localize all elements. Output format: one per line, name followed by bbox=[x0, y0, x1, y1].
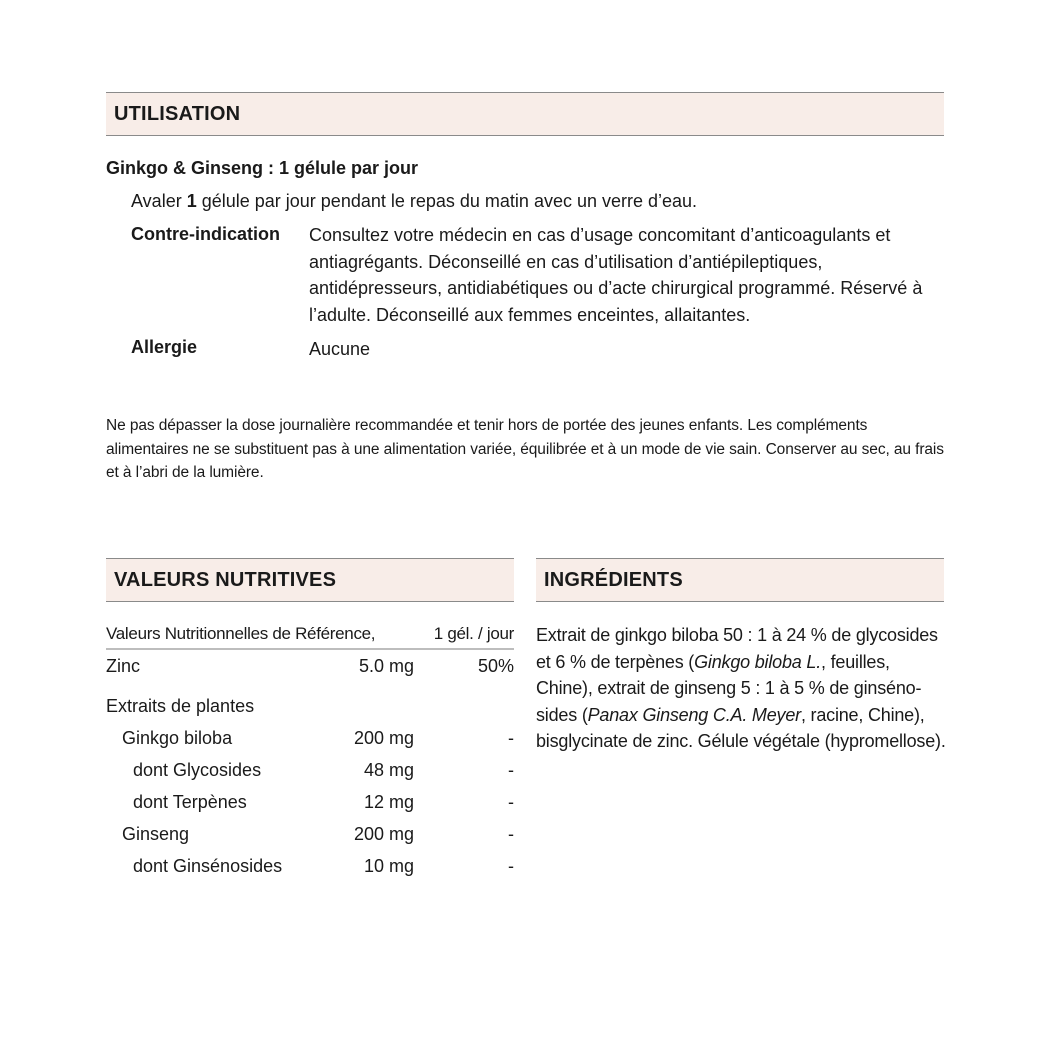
nutrition-table-header bbox=[106, 622, 514, 650]
nutrient-percent: 50% bbox=[477, 656, 514, 676]
per-day-column-header: 1 gél. / jour bbox=[433, 624, 514, 643]
nutrient-name: Zinc bbox=[106, 656, 141, 676]
nutrient-percent: - bbox=[508, 792, 514, 812]
nutrient-percent: - bbox=[508, 824, 514, 844]
table-row bbox=[106, 792, 514, 820]
nutrition-title: VALEURS NUTRITIVES bbox=[114, 568, 337, 591]
table-row bbox=[106, 696, 514, 724]
nutrient-group-name: Extraits de plantes bbox=[106, 696, 255, 716]
dosage-text-end: gélule par jour pendant le repas du matin avec un verre d’eau. bbox=[196, 191, 698, 211]
contraindication-label: Contre-indication bbox=[131, 224, 280, 244]
safety-warning: Ne pas dépasser la dose journalière recommandée et tenir hors de portée des jeunes enfants. Les compléments alimentaires ne se substituent pas à une alimentation variée, équilibrée et à un mode de vie sain. Conserver au sec, au frais et à l’abri de la lumière. bbox=[106, 417, 944, 481]
nutrient-amount: 48 mg bbox=[363, 760, 414, 780]
nutrient-amount: 10 mg bbox=[363, 856, 414, 876]
nutrient-name: dont Terpènes bbox=[133, 792, 247, 812]
nutrient-percent: - bbox=[508, 856, 514, 876]
nutrient-percent: - bbox=[508, 760, 514, 780]
nutrient-amount: 5.0 mg bbox=[358, 656, 414, 676]
contraindication-text: Consultez votre médecin en cas d’usage concomitant d’anticoagulants et antiagrégants. Déconseillé en cas d’utilisation d’antiépileptiques, antidépresseurs, antidiabétiques ou d’acte chirurgical programmé. Réservé à l’adulte. Déconseillé aux femmes enceintes, allaitantes. bbox=[309, 225, 923, 325]
ingredients-text bbox=[536, 622, 946, 755]
latin-name-ginseng: Panax Ginseng C.A. Meyer bbox=[587, 704, 801, 725]
dosage-count: 1 bbox=[186, 191, 197, 211]
allergy-label: Allergie bbox=[131, 337, 198, 357]
table-row bbox=[106, 656, 514, 684]
ingredients-text-part: Extrait de ginkgo biloba 50 : 1 à 24 % de glycosides et 6 % de terpènes ( bbox=[536, 625, 938, 672]
ingredients-title: INGRÉDIENTS bbox=[544, 568, 683, 591]
nutrition-header bbox=[106, 558, 514, 602]
latin-name-ginkgo: Ginkgo biloba L. bbox=[694, 651, 821, 672]
nutrient-amount: 12 mg bbox=[363, 792, 414, 812]
nutrient-amount: 200 mg bbox=[353, 728, 414, 748]
ingredients-text-part: , racine, Chine), bisglycinate de zinc. Gélule végétale (hypromellose). bbox=[536, 704, 946, 751]
table-row bbox=[106, 856, 514, 884]
dosage-text-start: Avaler bbox=[131, 191, 187, 211]
nutrient-name: dont Ginsénosides bbox=[133, 856, 283, 876]
reference-column-header: Valeurs Nutritionnelles de Référence, bbox=[106, 624, 376, 643]
table-row bbox=[106, 728, 514, 756]
table-row bbox=[106, 824, 514, 852]
utilisation-header bbox=[106, 92, 944, 136]
ingredients-text-part: , feuilles, Chine), extrait de ginseng 5 : 1 à 5 % de ginsénosides ( bbox=[536, 651, 922, 725]
nutrient-name: Ginkgo biloba bbox=[122, 728, 233, 748]
ingredients-header bbox=[536, 558, 944, 602]
allergy-value: Aucune bbox=[309, 339, 371, 359]
dosage-instruction bbox=[131, 191, 697, 212]
nutrient-name: Ginseng bbox=[122, 824, 190, 844]
nutrient-percent: - bbox=[508, 728, 514, 748]
nutrient-name: dont Glycosides bbox=[133, 760, 262, 780]
nutrient-amount: 200 mg bbox=[353, 824, 414, 844]
utilisation-title: UTILISATION bbox=[114, 102, 241, 125]
table-row bbox=[106, 760, 514, 788]
product-dosage-title: Ginkgo & Ginseng : 1 gélule par jour bbox=[106, 158, 419, 178]
